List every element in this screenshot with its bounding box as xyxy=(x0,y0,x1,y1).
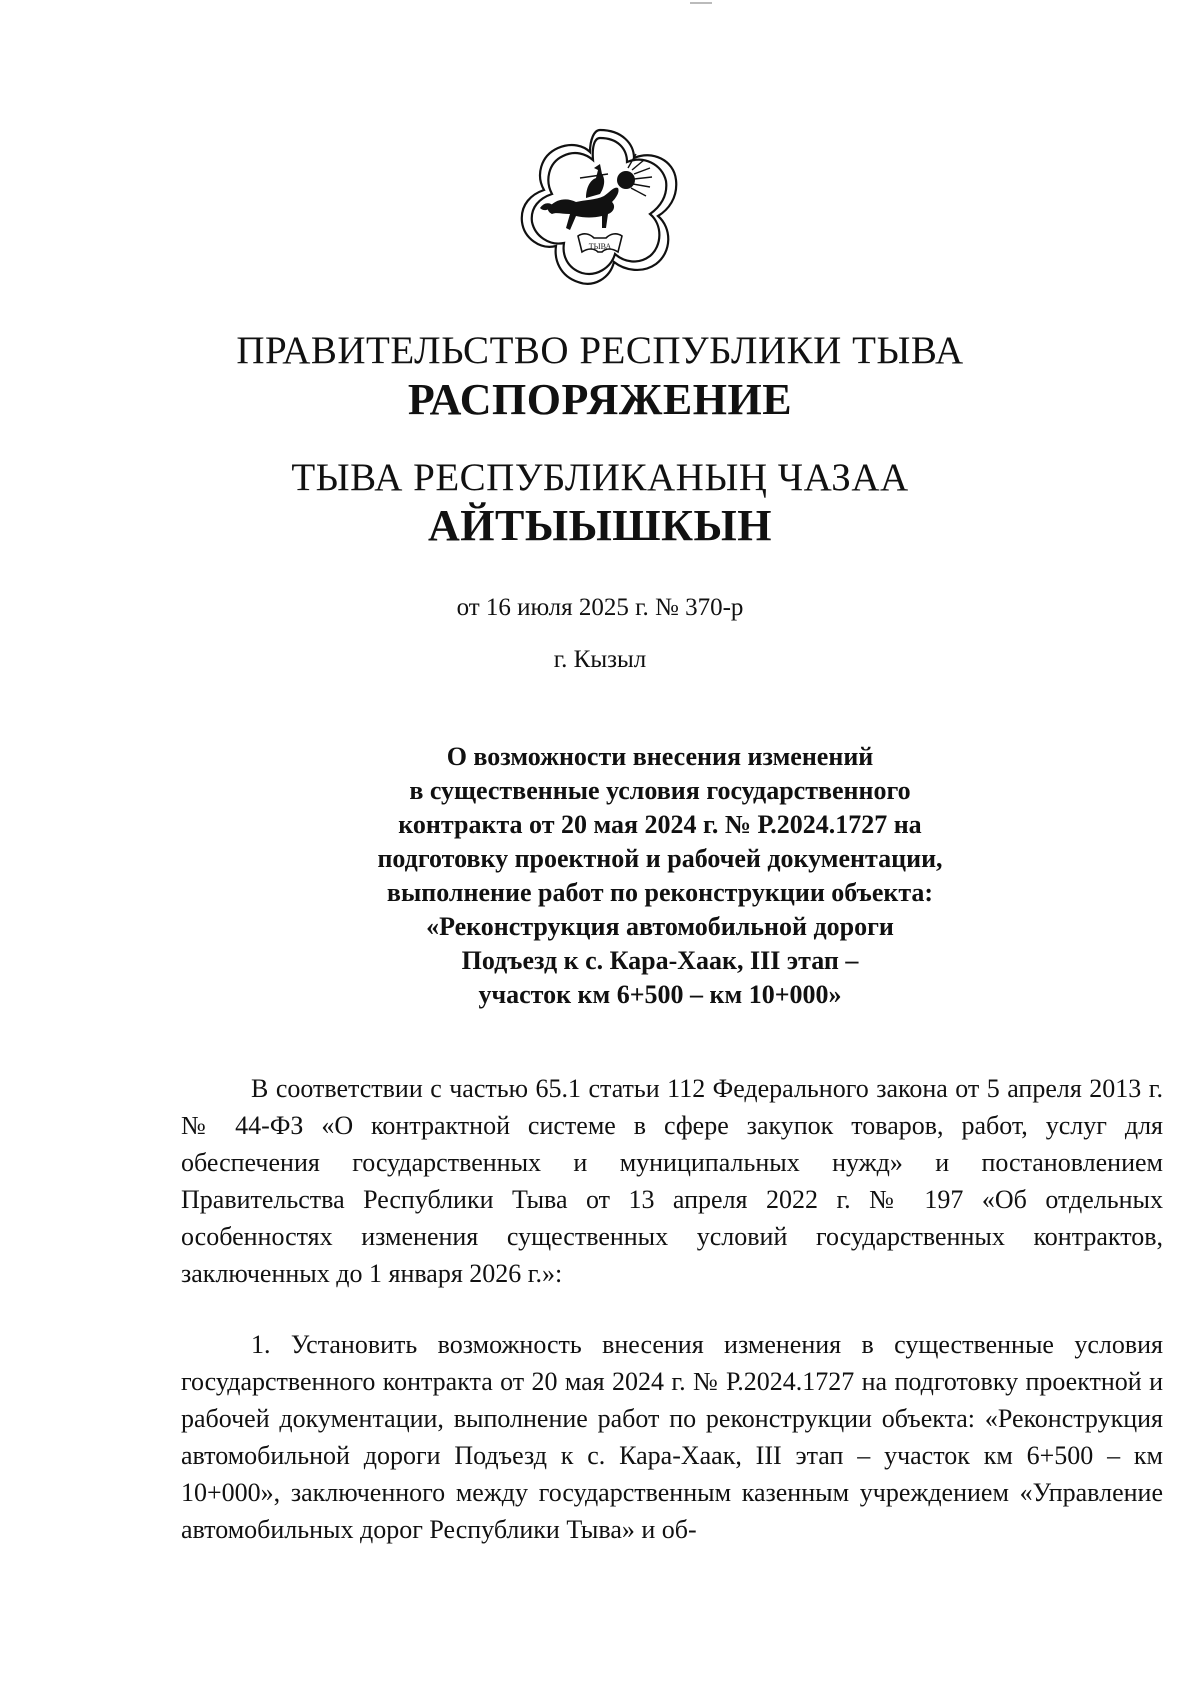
government-name-ru: ПРАВИТЕЛЬСТВО РЕСПУБЛИКИ ТЫВА xyxy=(236,329,964,372)
title-line: Подъезд к с. Кара-Хаак, III этап – xyxy=(461,946,859,975)
title-line: «Реконструкция автомобильной дороги xyxy=(426,912,894,941)
document-type-tyv: АЙТЫЫШКЫН xyxy=(428,501,772,550)
document-type-ru: РАСПОРЯЖЕНИЕ xyxy=(407,375,793,424)
document-city: г. Кызыл xyxy=(553,646,647,673)
title-line: подготовку проектной и рабочей документации, xyxy=(377,844,943,873)
paragraph-text: 1. Установить возможность внесения изменения в существенные условия государственного контракта от 20 мая 2024 г. № Р.2024.1727 на подготовку проектной и рабочей документации, выполнение работ по реконструкции объекта: «Реконструкция автомобильной дороги Подъезд к с. Кара-Хаак, III этап – участок км 6+500 – км 10+000», заключенного между государственным казенным учреждением «Управление автомобильных дорог Республики Тыва» и об- xyxy=(181,1330,1163,1544)
paragraph-text: В соответствии с частью 65.1 статьи 112 Федерального закона от 5 апреля 2013 г. № 44-ФЗ «О контрактной системе в сфере закупок товаров, работ, услуг для обеспечения государственных и муниципальных нужд» и постановлением Правительства Республики Тыва от 13 апреля 2022 г. № 197 «Об отдельных особенностях изменения существенных условий государственных контрактов, заключенных до 1 января 2026 г.»: xyxy=(181,1074,1163,1288)
title-line: в существенные условия государственного xyxy=(409,776,911,805)
title-line: контракта от 20 мая 2024 г. № Р.2024.1727 на xyxy=(398,810,922,839)
title-line: О возможности внесения изменений xyxy=(446,742,874,771)
government-name-tyv: ТЫВА РЕСПУБЛИКАНЫҢ ЧАЗАА xyxy=(291,456,909,499)
tuva-coat-of-arms-icon xyxy=(510,118,690,298)
document-title xyxy=(300,740,1020,1012)
body-paragraph-preamble xyxy=(181,1070,1163,1292)
title-line: выполнение работ по реконструкции объекта: xyxy=(386,878,934,907)
coat-of-arms-emblem xyxy=(510,118,690,298)
body-paragraph-item-1 xyxy=(181,1326,1163,1548)
emblem-inscription: ТЫВА xyxy=(588,242,612,251)
scan-artifact xyxy=(690,2,712,4)
title-line: участок км 6+500 – км 10+000» xyxy=(478,980,842,1009)
document-date-number: от 16 июля 2025 г. № 370-р xyxy=(456,594,744,621)
